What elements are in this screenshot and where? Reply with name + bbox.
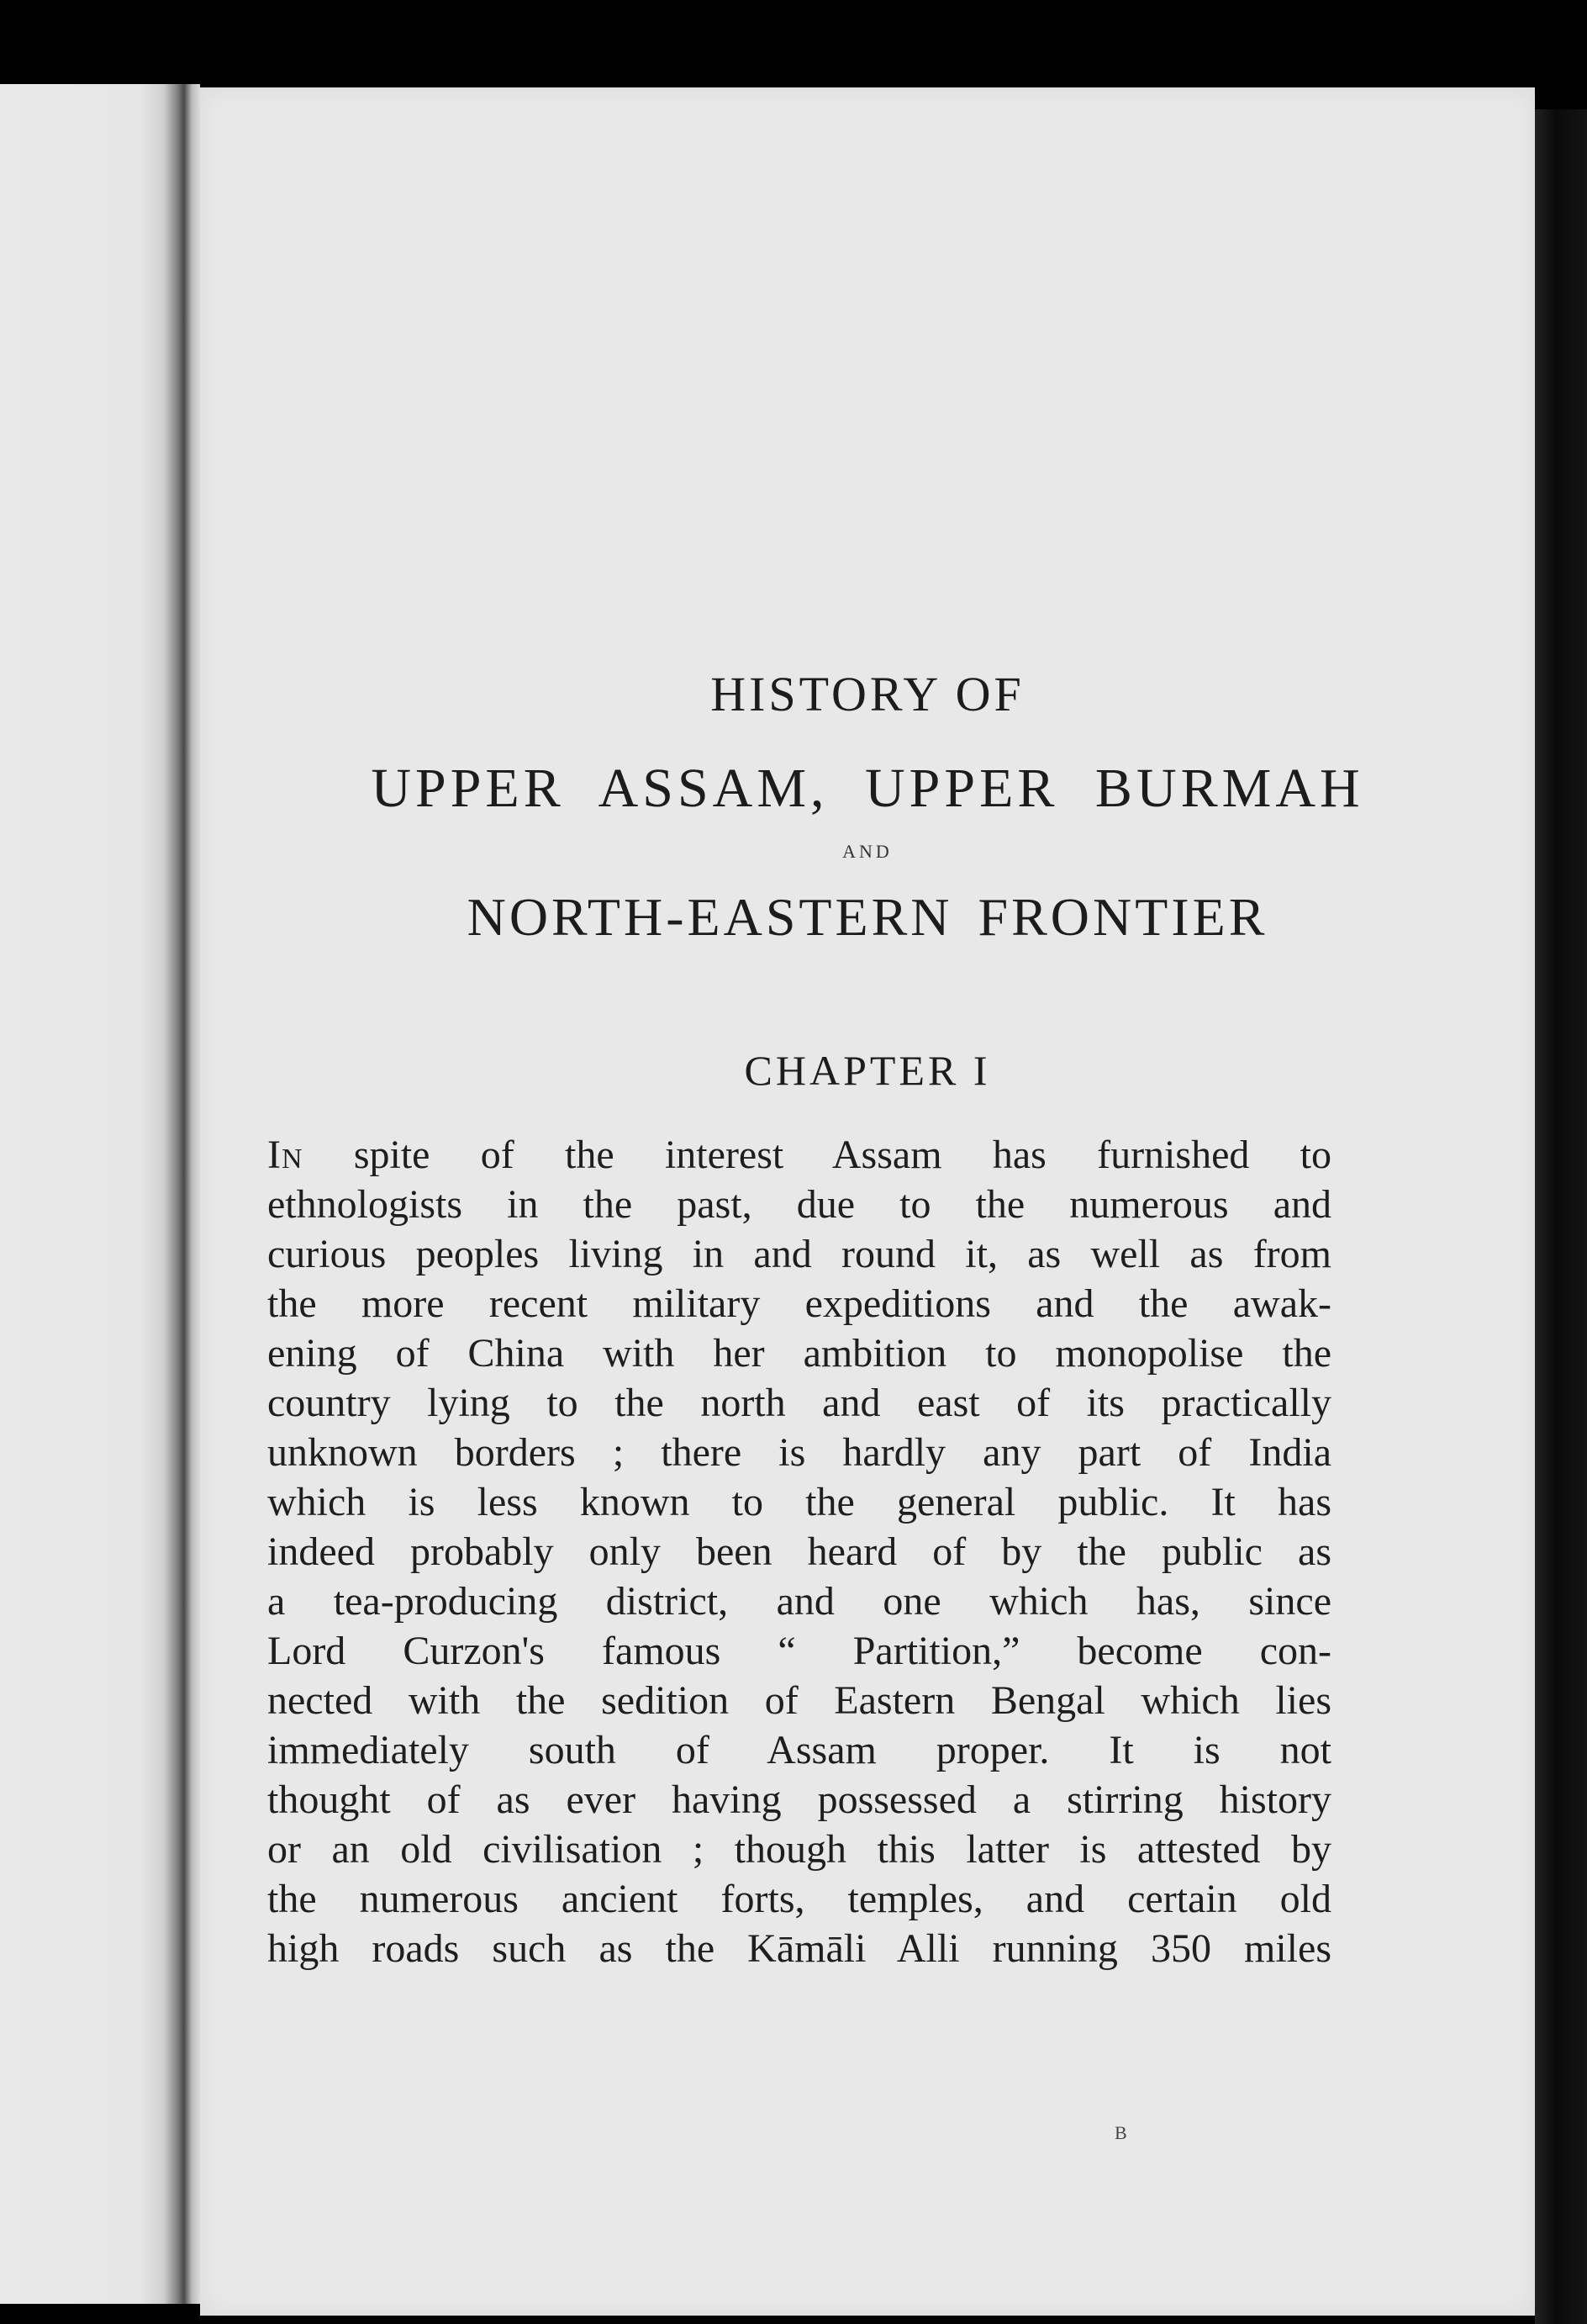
body-line: ethnologists in the past, due to the numerous and xyxy=(267,1182,1331,1227)
body-line: country lying to the north and east of its practically xyxy=(267,1381,1331,1425)
body-line: ening of China with her ambition to monopolise the xyxy=(267,1331,1331,1376)
body-line: curious peoples living in and round it, as well as from xyxy=(267,1232,1331,1276)
signature-mark: B xyxy=(1115,2122,1127,2143)
body-line: high roads such as the Kāmāli Alli running 350 miles xyxy=(267,1926,1331,1971)
title-conjunction: AND xyxy=(842,841,893,862)
body-line: nected with the sedition of Eastern Bengal which lies xyxy=(267,1678,1331,1723)
body-line: Lord Curzon's famous “ Partition,” become con- xyxy=(267,1629,1331,1673)
title-line-3: NORTH-EASTERN FRONTIER xyxy=(467,887,1268,947)
body-line: In spite of the interest Assam has furnished to xyxy=(267,1133,1331,1177)
body-line: the more recent military expeditions and the awak- xyxy=(267,1281,1331,1326)
body-line: immediately south of Assam proper. It is not xyxy=(267,1728,1331,1772)
body-paragraph xyxy=(267,1130,1331,1973)
first-word: In xyxy=(267,1133,303,1177)
book-page xyxy=(200,87,1535,2316)
title-line-1: HISTORY OF xyxy=(710,667,1025,721)
body-line: which is less known to the general public. It has xyxy=(267,1480,1331,1524)
body-line: a tea-producing district, and one which has, since xyxy=(267,1579,1331,1624)
body-line: the numerous ancient forts, temples, and certain old xyxy=(267,1877,1331,1921)
book-spine-edge xyxy=(0,84,200,2304)
right-page-edge xyxy=(1535,109,1587,2324)
body-line: thought of as ever having possessed a stirring history xyxy=(267,1777,1331,1822)
body-line: unknown borders ; there is hardly any part of India xyxy=(267,1430,1331,1475)
title-line-2: UPPER ASSAM, UPPER BURMAH xyxy=(371,758,1364,819)
chapter-heading: CHAPTER I xyxy=(744,1047,991,1094)
body-line: indeed probably only been heard of by the public as xyxy=(267,1529,1331,1574)
body-line: or an old civilisation ; though this latter is attested by xyxy=(267,1827,1331,1872)
